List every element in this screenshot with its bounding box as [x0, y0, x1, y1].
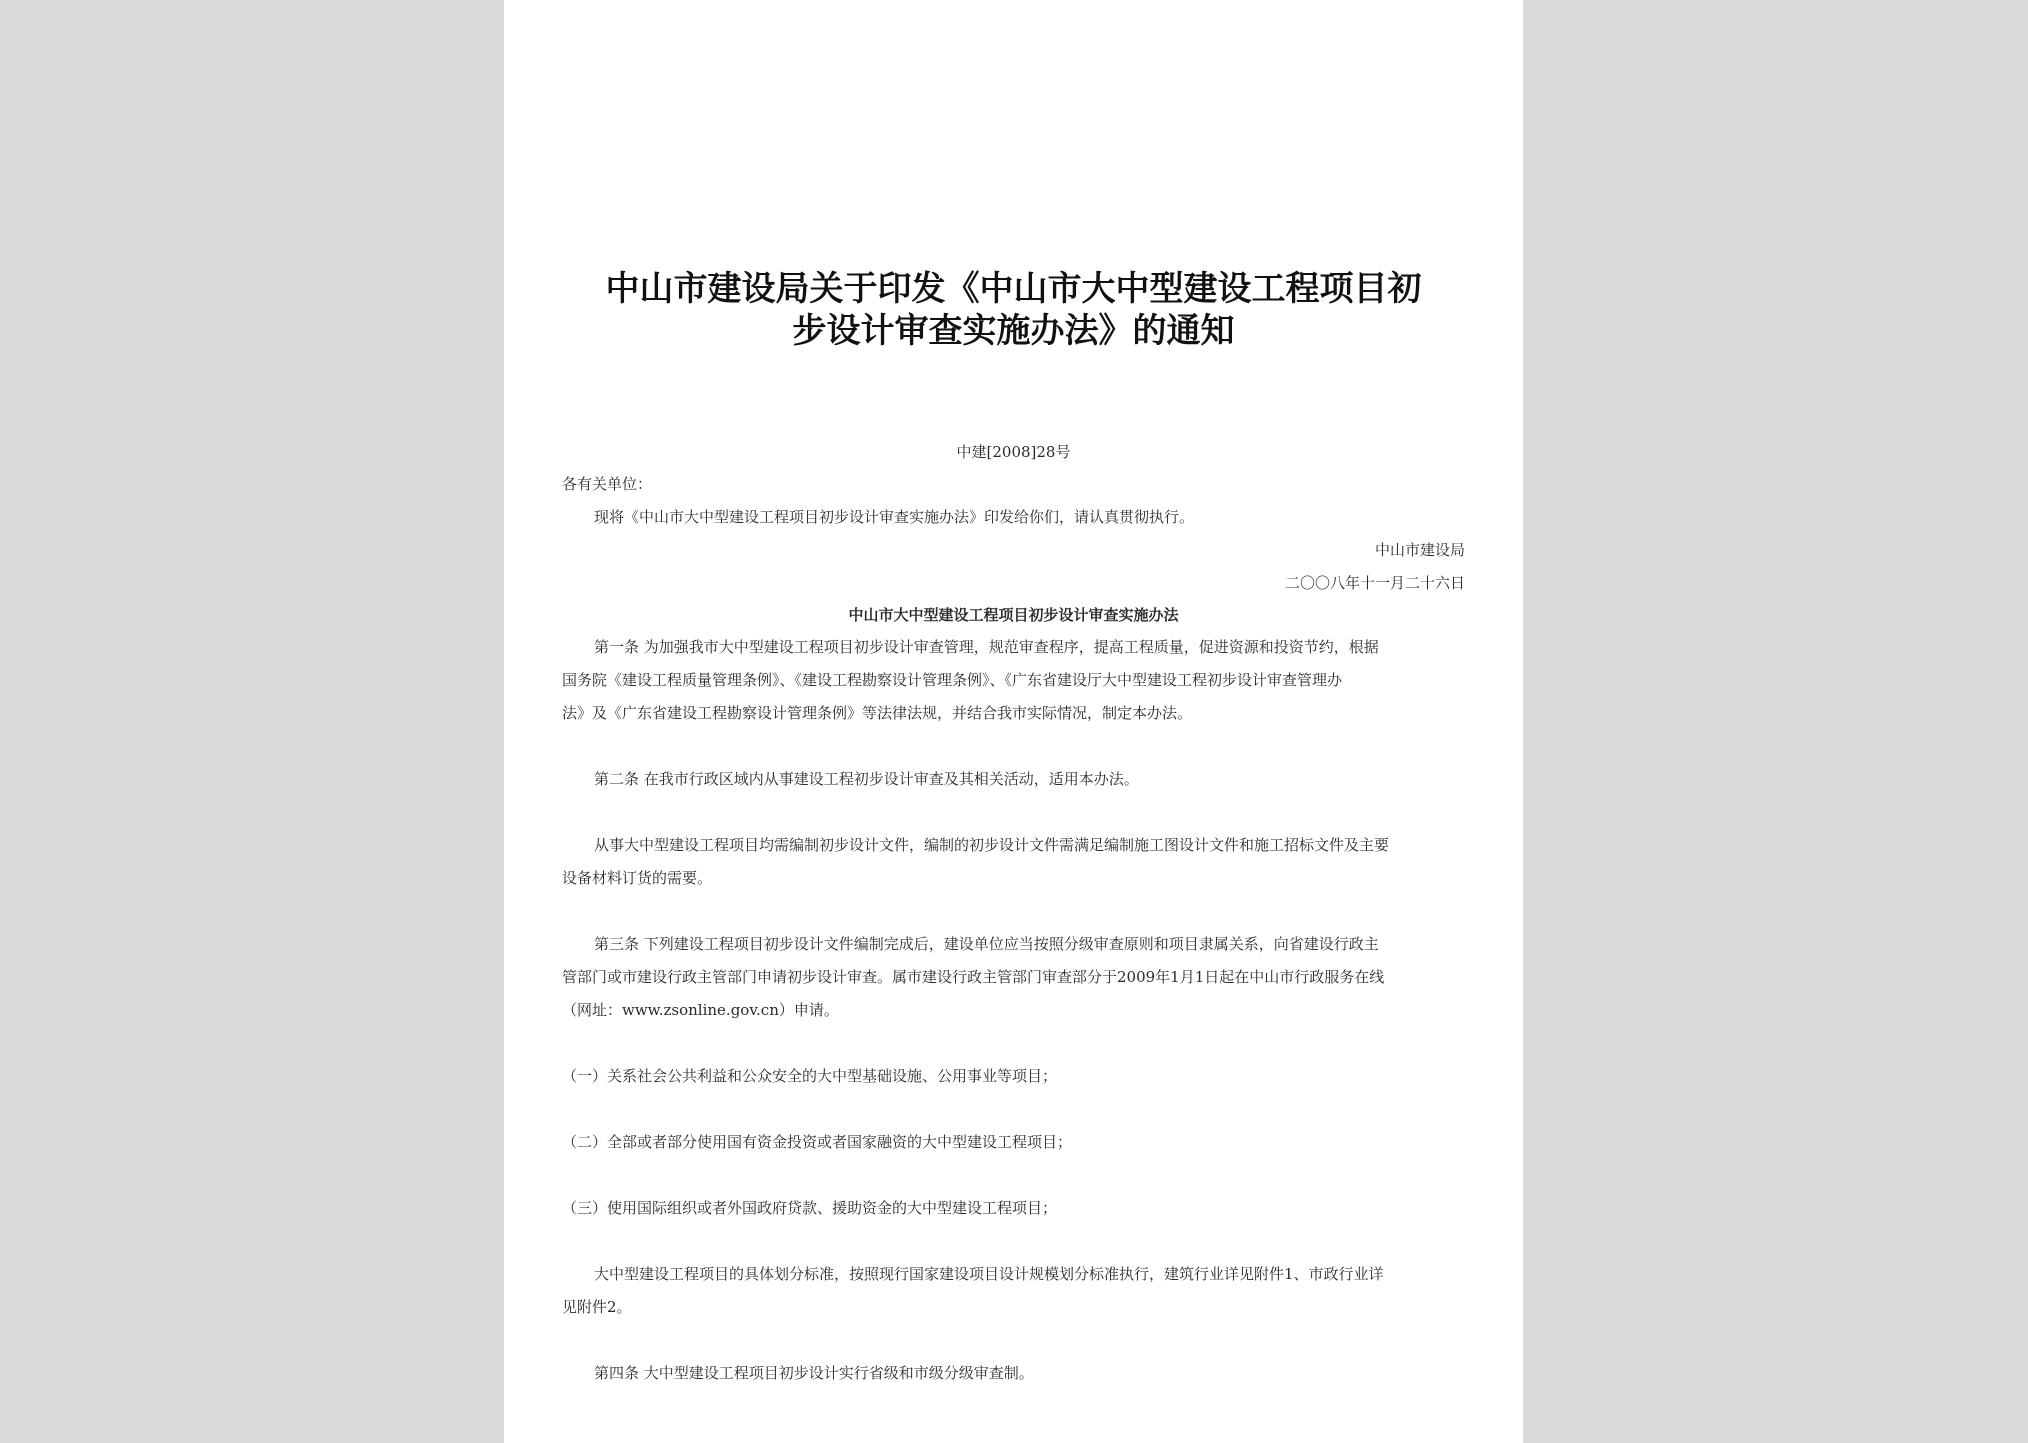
article-3-line-1: 第三条 下列建设工程项目初步设计文件编制完成后，建设单位应当按照分级审查原则和项目隶属关系，向省建设行政主 — [594, 935, 1379, 953]
article-2-para-line-1: 从事大中型建设工程项目均需编制初步设计文件，编制的初步设计文件需满足编制施工图设计文件和施工招标文件及主要 — [594, 836, 1390, 854]
document-number: 中建[2008]28号 — [956, 443, 1071, 461]
document-title-line-1: 中山市建设局关于印发《中山市大中型建设工程项目初 — [605, 269, 1422, 309]
article-2-para-line-2: 设备材料订货的需要。 — [562, 869, 713, 887]
document-title-line-2: 步设计审查实施办法》的通知 — [792, 311, 1235, 351]
measures-subtitle: 中山市大中型建设工程项目初步设计审查实施办法 — [848, 606, 1179, 624]
list-item-2: （二）全部或者部分使用国有资金投资或者国家融资的大中型建设工程项目； — [562, 1133, 1073, 1151]
article-1-line-2: 国务院《建设工程质量管理条例》、《建设工程勘察设计管理条例》、《广东省建设厅大中型建设工程初步设计审查管理办 — [562, 671, 1343, 689]
salutation: 各有关单位： — [562, 475, 653, 493]
issuer-name: 中山市建设局 — [1374, 541, 1465, 559]
standard-line-1: 大中型建设工程项目的具体划分标准，按照现行国家建设项目设计规模划分标准执行，建筑行业详见附件1、市政行业详 — [594, 1265, 1384, 1283]
document-page — [504, 0, 1523, 1443]
article-4: 第四条 大中型建设工程项目初步设计实行省级和市级分级审查制。 — [594, 1364, 1034, 1382]
list-item-3: （三）使用国际组织或者外国政府贷款、援助资金的大中型建设工程项目； — [562, 1199, 1058, 1217]
standard-line-2: 见附件2。 — [562, 1298, 632, 1316]
article-1-line-1: 第一条 为加强我市大中型建设工程项目初步设计审查管理，规范审查程序，提高工程质量，促进资源和投资节约，根据 — [594, 638, 1379, 656]
article-1-line-3: 法》及《广东省建设工程勘察设计管理条例》等法律法规，并结合我市实际情况，制定本办法。 — [562, 704, 1193, 722]
issue-date: 二〇〇八年十一月二十六日 — [1284, 574, 1465, 592]
article-2: 第二条 在我市行政区域内从事建设工程初步设计审查及其相关活动，适用本办法。 — [594, 770, 1139, 788]
article-3-line-2: 管部门或市建设行政主管部门申请初步设计审查。属市建设行政主管部门审查部分于2009年1月1日起在中山市行政服务在线 — [562, 968, 1385, 986]
article-3-line-3: （网址：www.zsonline.gov.cn）申请。 — [562, 1001, 839, 1019]
list-item-1: （一）关系社会公共利益和公众安全的大中型基础设施、公用事业等项目； — [562, 1067, 1058, 1085]
intro-paragraph: 现将《中山市大中型建设工程项目初步设计审查实施办法》印发给你们，请认真贯彻执行。 — [594, 508, 1195, 526]
